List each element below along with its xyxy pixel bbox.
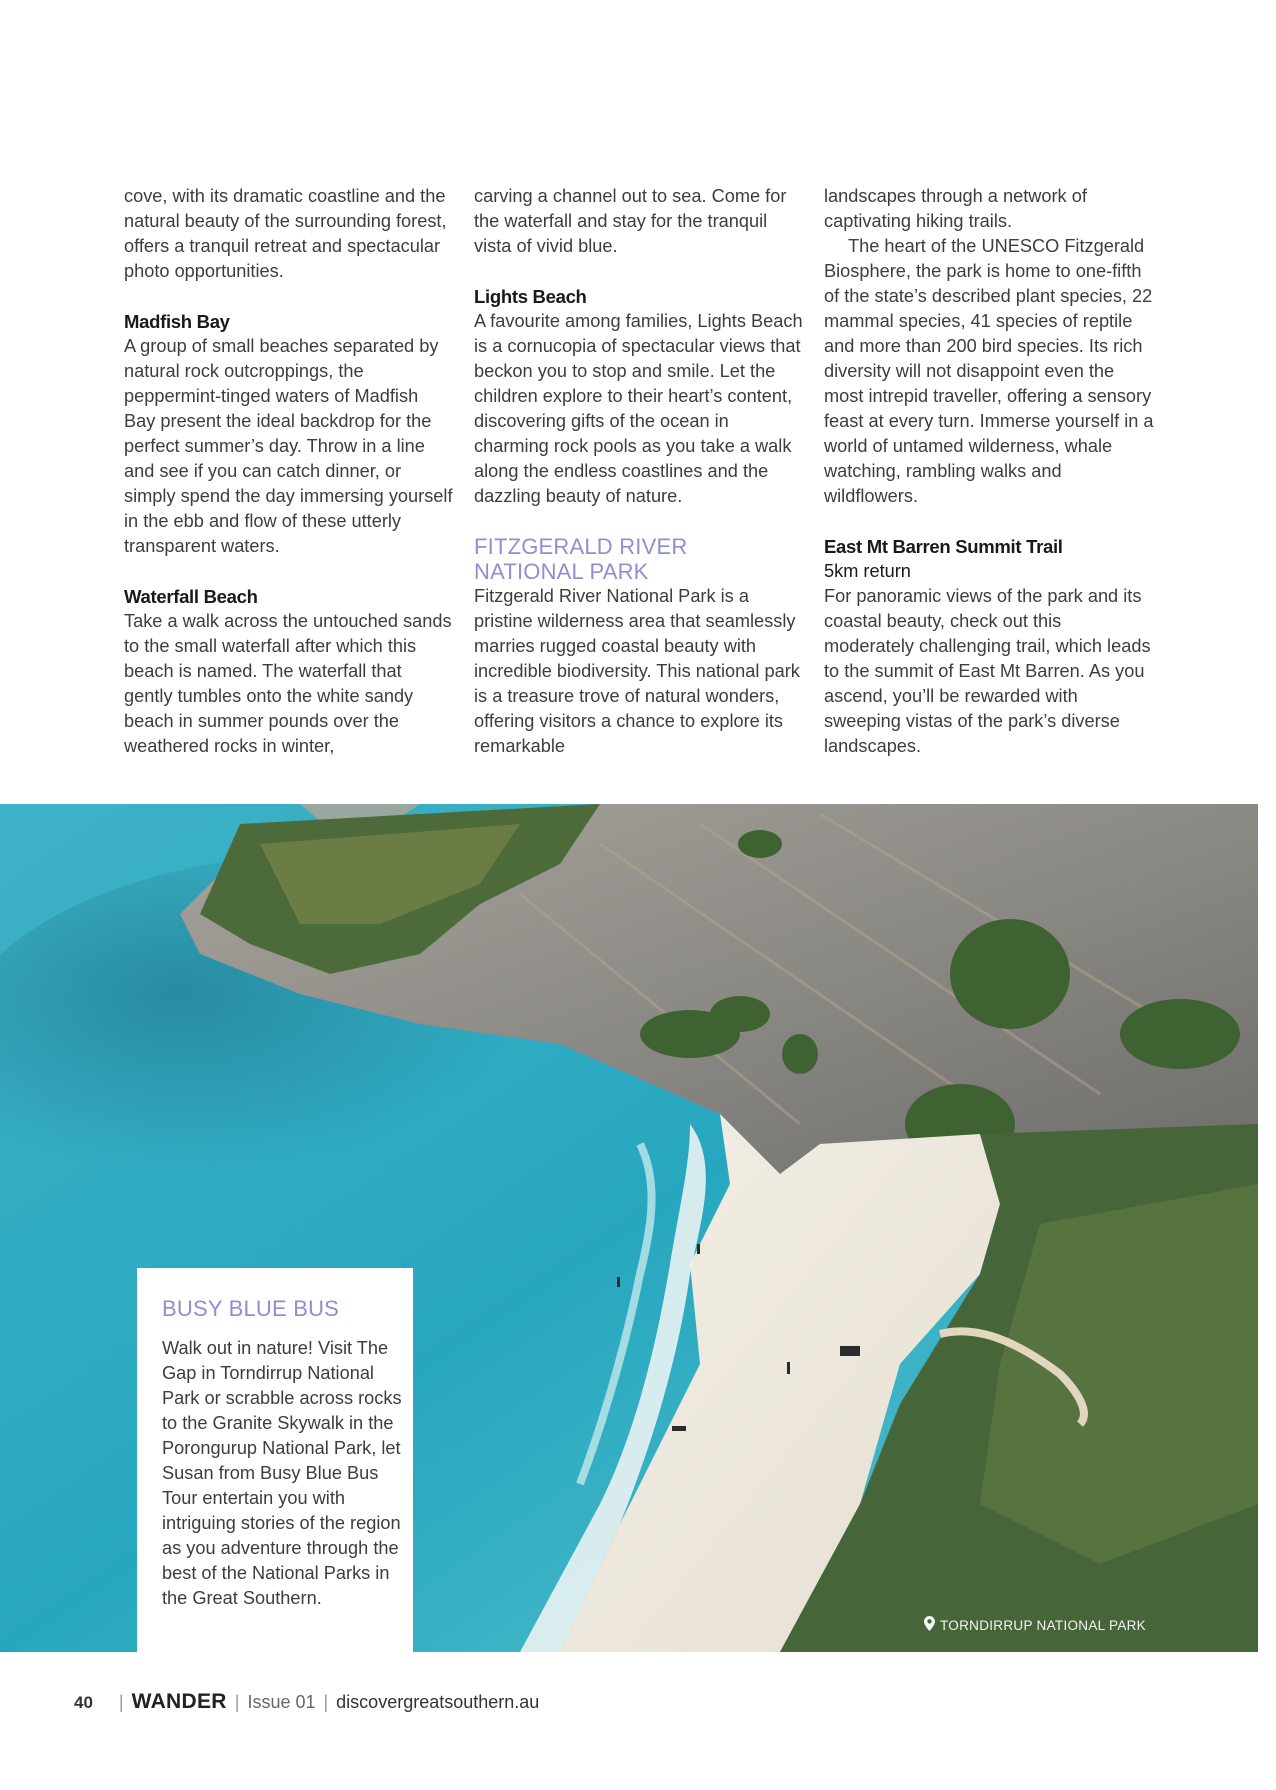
paragraph: For panoramic views of the park and its coastal beauty, check out this moderately challenging trail, which leads to the summit of East Mt Barren. As you ascend, you’ll be rewarded with sweeping vistas of the park’s diverse landscapes. xyxy=(824,586,1151,756)
separator: | xyxy=(323,1692,329,1712)
separator: | xyxy=(234,1692,240,1712)
caption-text: TORNDIRRUP NATIONAL PARK xyxy=(940,1617,1146,1633)
heading-madfish-bay: Madfish Bay xyxy=(124,311,230,332)
location-pin-icon xyxy=(924,1616,935,1634)
paragraph: cove, with its dramatic coastline and the natural beauty of the surrounding forest, offers a tranquil retreat and spectacular photo opportunities. xyxy=(124,186,447,281)
section-heading-line-2: NATIONAL PARK xyxy=(474,559,649,584)
paragraph: landscapes through a network of captivating hiking trails. xyxy=(824,186,1087,231)
trail-distance: 5km return xyxy=(824,561,911,581)
text-column-1 xyxy=(124,184,454,759)
section-heading-fitzgerald xyxy=(474,534,804,584)
paragraph: A group of small beaches separated by natural rock outcroppings, the peppermint-tinged waters of Madfish Bay present the ideal backdrop for the perfect summer’s day. Throw in a line and see if you can catch dinner, or simply spend the day immersing yourself in the ebb and flow of these utterly transparent waters. xyxy=(124,336,453,556)
heading-waterfall-beach: Waterfall Beach xyxy=(124,586,258,607)
separator: | xyxy=(118,1692,124,1712)
paragraph: Take a walk across the untouched sands to the small waterfall after which this beach is named. The waterfall that gently tumbles onto the white sandy beach in summer pounds over the weathered rocks in winter, xyxy=(124,611,452,756)
magazine-brand: WANDER xyxy=(131,1690,227,1713)
sidebar-title: BUSY BLUE BUS xyxy=(162,1296,340,1321)
section-heading-line-1: FITZGERALD RIVER xyxy=(474,534,688,559)
heading-lights-beach: Lights Beach xyxy=(474,286,587,307)
busy-blue-bus-box xyxy=(137,1268,413,1652)
paragraph: carving a channel out to sea. Come for the waterfall and stay for the tranquil vista of vivid blue. xyxy=(474,186,787,256)
paragraph: Fitzgerald River National Park is a pristine wilderness area that seamlessly marries rugged coastal beauty with incredible biodiversity. This national park is a treasure trove of natural wonders, offering visitors a chance to explore its remarkable xyxy=(474,586,800,756)
photo-caption xyxy=(924,1616,1146,1634)
issue-label: Issue 01 xyxy=(247,1692,316,1712)
paragraph: The heart of the UNESCO Fitzgerald Biosphere, the park is home to one-fifth of the state’s described plant species, 22 mammal species, 41 species of reptile and more than 200 bird species. Its rich diversity will not disappoint even the most intrepid traveller, offering a sensory feast at every turn. Immerse yourself in a world of untamed wilderness, whale watching, rambling walks and wildflowers. xyxy=(824,236,1154,506)
website-link[interactable]: discovergreatsouthern.au xyxy=(336,1692,540,1712)
heading-summit-trail: East Mt Barren Summit Trail xyxy=(824,536,1063,557)
page-number: 40 xyxy=(74,1693,93,1712)
text-column-2 xyxy=(474,184,804,759)
paragraph: A favourite among families, Lights Beach is a cornucopia of spectacular views that beckon you to stop and smile. Let the children explore to their heart’s content, discovering gifts of the ocean in charming rock pools as you take a walk along the endless coastlines and the dazzling beauty of nature. xyxy=(474,311,803,506)
text-column-3 xyxy=(824,184,1154,759)
page-footer xyxy=(74,1690,539,1718)
sidebar-text: Walk out in nature! Visit The Gap in Torndirrup National Park or scrabble across rocks to the Granite Skywalk in the Porongurup National Park, let Susan from Busy Blue Bus Tour entertain you with intriguing stories of the region as you adventure through the best of the National Parks in the Great Southern. xyxy=(162,1338,402,1608)
